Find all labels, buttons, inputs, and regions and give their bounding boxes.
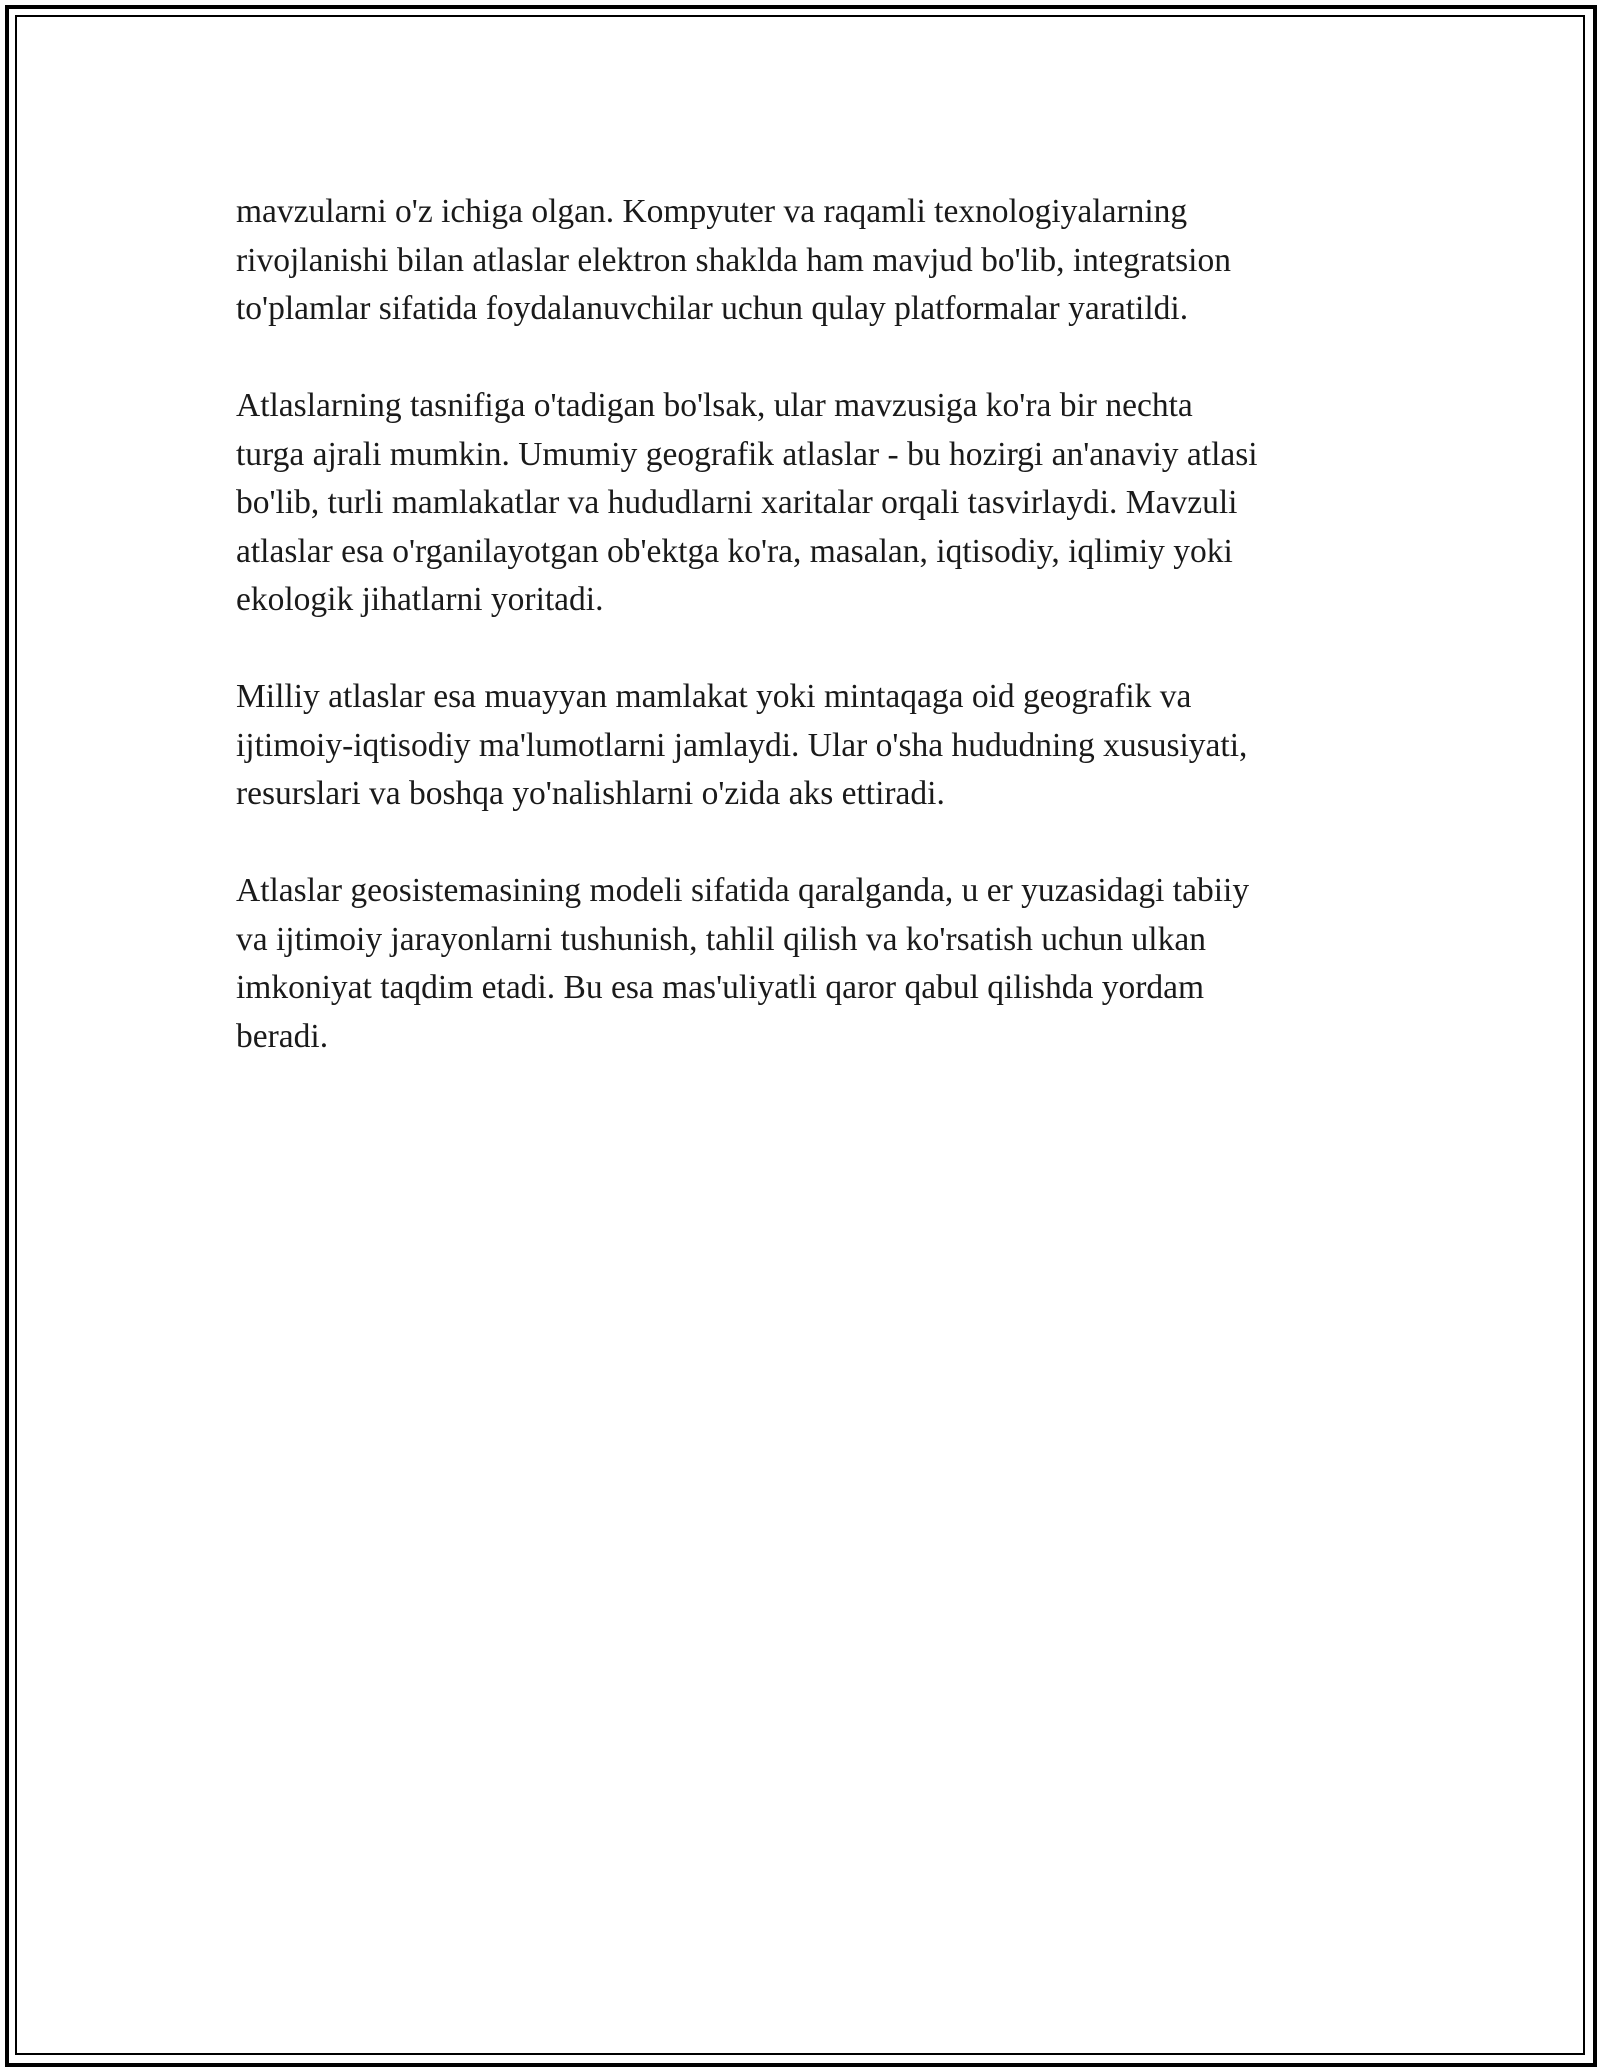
paragraph-3: Milliy atlaslar esa muayyan mamlakat yoki mintaqaga oid geografik va ijtimoiy-iqtisodiy ma'lumotlarni jamlaydi. Ular o'sha hududning xususiyati, resurslari va boshqa yo'nalishlarni o'zida aks ettiradi. bbox=[236, 678, 1248, 812]
document-body bbox=[236, 188, 1376, 1110]
paragraph-2: Atlaslarning tasnifiga o'tadigan bo'lsak, ular mavzusiga ko'ra bir nechta turga ajrali mumkin. Umumiy geografik atlaslar - bu hozirgi an'anaviy atlasi bo'lib, turli mamlakatlar va hududlarni xaritalar orqali tasvirlaydi. Mavzuli atlaslar esa o'rganilayotgan ob'ektga ko'ra, masalan, iqtisodiy, iqlimiy yoki ekologik jihatlarni yoritadi. bbox=[236, 387, 1258, 618]
paragraph-1: mavzularni o'z ichiga olgan. Kompyuter va raqamli texnologiyalarning rivojlanishi bilan atlaslar elektron shaklda ham mavjud bo'lib, integratsion to'plamlar sifatida foydalanuvchilar uchun qulay platformalar yaratildi. bbox=[236, 193, 1231, 327]
paragraph-4: Atlaslar geosistemasining modeli sifatida qaralganda, u er yuzasidagi tabiiy va ijtimoiy jarayonlarni tushunish, tahlil qilish va ko'rsatish uchun ulkan imkoniyat taqdim etadi. Bu esa mas'uliyatli qaror qabul qilishda yordam beradi. bbox=[236, 872, 1250, 1055]
